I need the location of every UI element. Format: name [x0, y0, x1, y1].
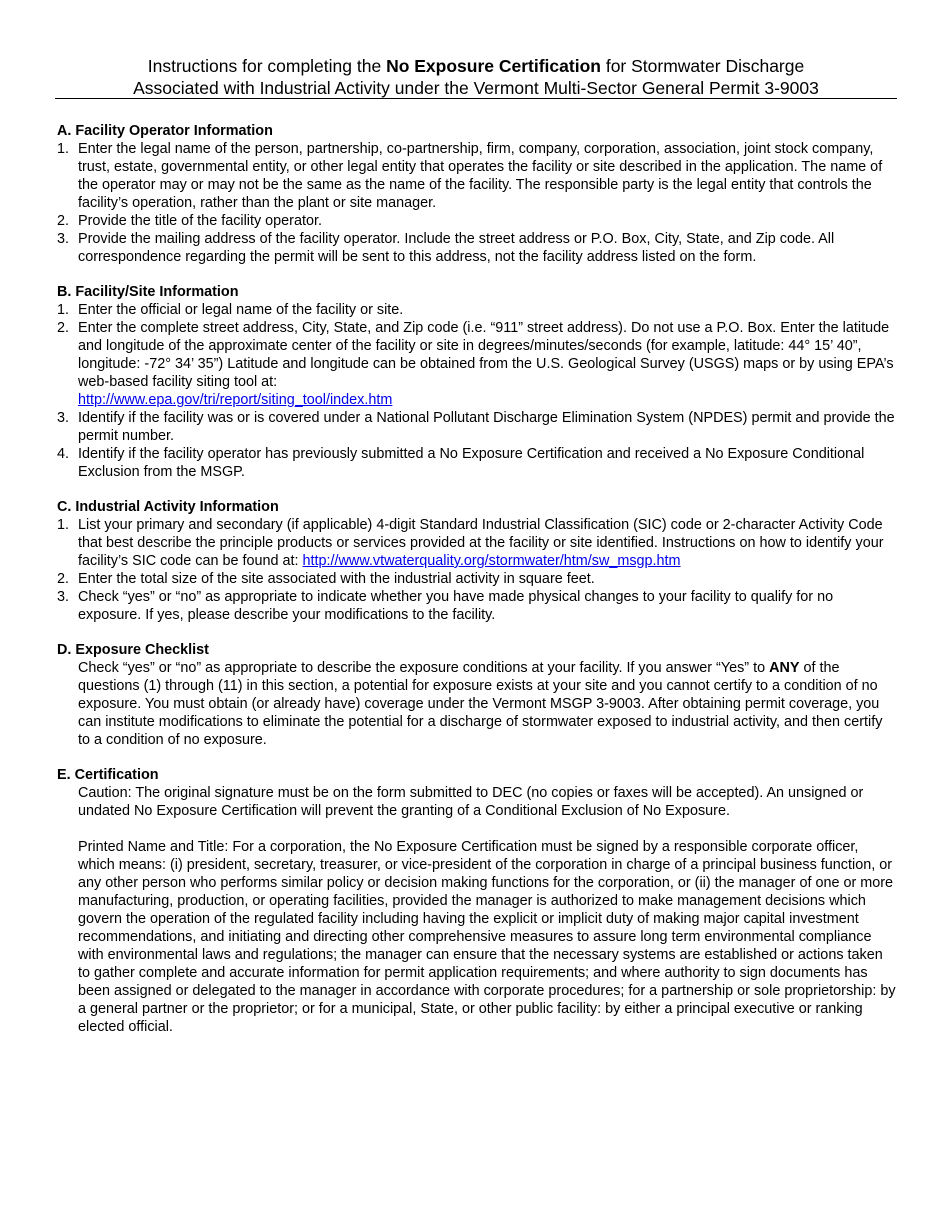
- header-divider: [55, 98, 897, 99]
- section-e: [57, 766, 897, 1036]
- title-line-1: Instructions for completing the No Exposure Certification for Stormwater Discharge: [147, 56, 805, 76]
- section-e-printed-name: Printed Name and Title: For a corporation, the No Exposure Certification must be signed by a responsible corporate officer, which means: (i) president, secretary, treasurer, or vice-president of the corporation in charge of a principal business function, or any other person who performs similar policy or decision making functions for the corporation, or (ii) the manager of one or more manufacturing, production, or operating facilities, provided the manager is authorized to make management decisions which govern the operation of the regulated facility including having the explicit or implicit duty of making major capital investment recommendations, and initiating and directing other comprehensive measures to assure long term environmental compliance with environmental laws and regulations; the manager can ensure that the necessary systems are established or actions taken to gather complete and accurate information for permit application requirements; and where authority to sign documents has been assigned or delegated to the manager in accordance with corporate procedures; for a partnership or sole proprietorship: by a general partner or the proprietor; or for a municipal, State, or other public facility: by either a principal executive or ranking elected official.: [78, 839, 896, 1035]
- section-c: [57, 498, 897, 624]
- section-a-item-1: 1. Enter the legal name of the person, partnership, co-partnership, firm, company, corporation, association, joint stock company, trust, estate, governmental entity, or other legal entity that operates the facility or site described in the application. The name of the operator may or may not be the same as the name of the facility. The responsible party is the legal entity that controls the facility’s operation, rather than the plant or site manager.: [57, 141, 883, 211]
- section-a-item-2: 2. Provide the title of the facility operator.: [57, 213, 322, 229]
- section-d-title: D. Exposure Checklist: [57, 642, 209, 658]
- section-b: [57, 283, 897, 481]
- section-b-title: B. Facility/Site Information: [57, 284, 239, 300]
- section-e-caution: Caution: The original signature must be on the form submitted to DEC (no copies or faxes will be accepted). An unsigned or undated No Exposure Certification will prevent the granting of a Conditional Exclusion of No Exposure.: [78, 785, 864, 819]
- instructions-body: [57, 122, 897, 1053]
- section-b-item-1: 1. Enter the official or legal name of the facility or site.: [57, 302, 404, 318]
- section-d: [57, 641, 897, 749]
- section-b-item-3: 3. Identify if the facility was or is covered under a National Pollutant Discharge Elimination System (NPDES) permit and provide the permit number.: [57, 410, 895, 444]
- title-line-2: Associated with Industrial Activity under the Vermont Multi-Sector General Permit 3-9003: [133, 78, 819, 98]
- section-a-title: A. Facility Operator Information: [57, 123, 273, 139]
- section-b-item-4: 4. Identify if the facility operator has previously submitted a No Exposure Certification and received a No Exposure Conditional Exclusion from the MSGP.: [57, 446, 865, 480]
- section-c-item-3: 3. Check “yes” or “no” as appropriate to indicate whether you have made physical changes to your facility to qualify for no exposure. If yes, please describe your modifications to the facility.: [57, 589, 834, 623]
- sic-code-link[interactable]: http://www.vtwaterquality.org/stormwater/htm/sw_msgp.htm: [302, 553, 681, 569]
- section-a: [57, 122, 897, 266]
- section-c-item-1: 1. List your primary and secondary (if applicable) 4-digit Standard Industrial Classification (SIC) code or 2-character Activity Code that best describe the principle products or services provided at the facility or site identified. Instructions on how to identify your facility’s SIC code can be found at: http://www.vtwaterquality.org/stormwater/htm/sw_msgp.htm: [57, 517, 884, 569]
- section-c-item-2: 2. Enter the total size of the site associated with the industrial activity in square feet.: [57, 571, 595, 587]
- section-a-item-3: 3. Provide the mailing address of the facility operator. Include the street address or P.O. Box, City, State, and Zip code. All correspondence regarding the permit will be sent to this address, not the facility address listed on the form.: [57, 231, 835, 265]
- section-d-text: Check “yes” or “no” as appropriate to describe the exposure conditions at your facility. If you answer “Yes” to ANY of the questions (1) through (11) in this section, a potential for exposure exists at your site and you cannot certify to a condition of no exposure. You must obtain (or already have) coverage under the Vermont MSGP 3-9003. After obtaining permit coverage, you can institute modifications to eliminate the potential for a discharge of stormwater exposed to industrial activity, and then certify to a condition of no exposure.: [78, 660, 883, 748]
- paragraph-gap: [57, 820, 897, 838]
- epa-siting-tool-link[interactable]: http://www.epa.gov/tri/report/siting_tool/index.htm: [78, 392, 393, 408]
- section-c-title: C. Industrial Activity Information: [57, 499, 279, 515]
- section-e-title: E. Certification: [57, 767, 159, 783]
- document-title: [55, 55, 897, 99]
- section-b-item-2: 2. Enter the complete street address, City, State, and Zip code (i.e. “911” street address). Do not use a P.O. Box. Enter the latitude and longitude of the approximate center of the facility or site in degrees/minutes/seconds (for example, latitude: 44° 15’ 40”, longitude: -72° 34’ 35”) Latitude and longitude can be obtained from the U.S. Geological Survey (USGS) maps or by using EPA’s web-based facility siting tool at: http://www.epa.gov/tri/report/siting_tool/index.htm: [57, 320, 894, 408]
- any-emphasis: ANY: [769, 660, 800, 676]
- title-emphasis: No Exposure Certification: [386, 56, 601, 76]
